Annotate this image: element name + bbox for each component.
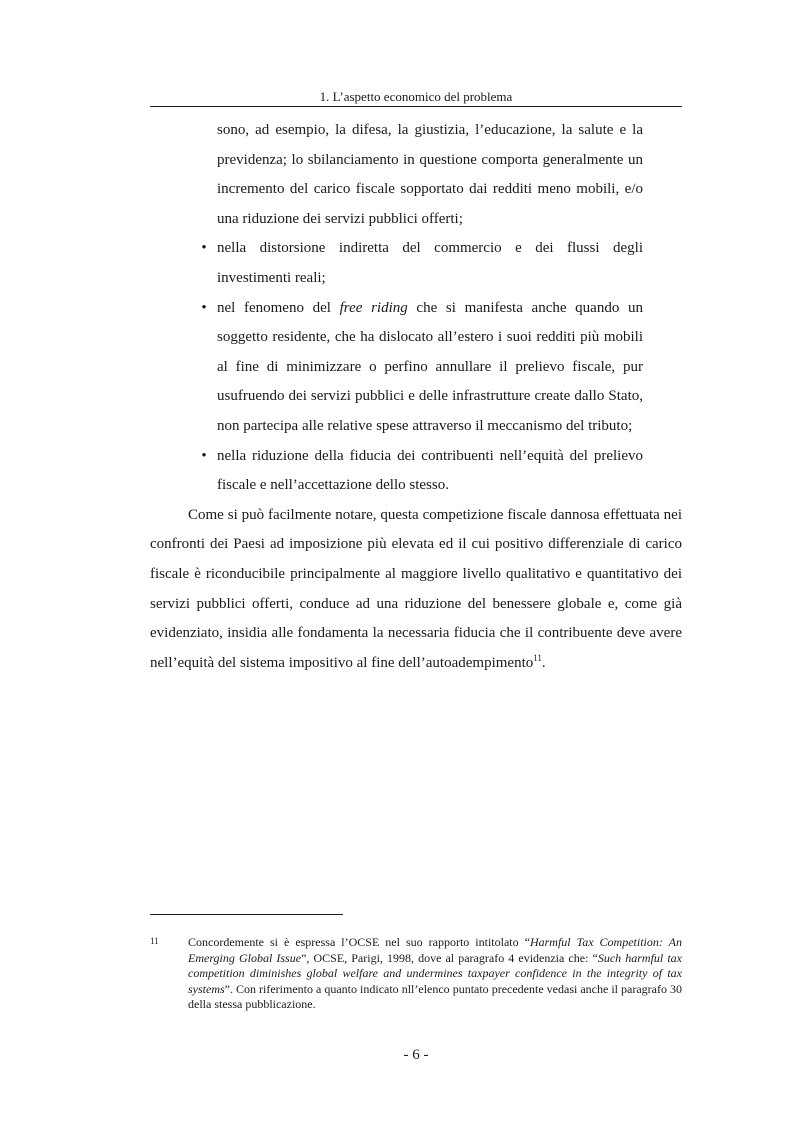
footnote-italic-quote: Such harmful tax competition diminishes global welfare and undermines taxpayer confidence in the integrity of tax systems	[188, 950, 682, 996]
body-text	[150, 116, 682, 678]
bullet-icon: •	[201, 240, 207, 257]
list-item	[201, 294, 644, 442]
list-item-text-before: nel fenomeno del	[217, 299, 340, 316]
header-rule	[150, 106, 682, 107]
list-item-continuation: sono, ad esempio, la difesa, la giustizia, l’educazione, la salute e la previdenza; lo sbilanciamento in questione comporta generalmente un incremento del carico fiscale sopportato dai redditi meno mobili, e/o una riduzione dei servizi pubblici offerti;	[217, 122, 643, 227]
footnote-text	[188, 935, 682, 1013]
list-item-text: nella riduzione della fiducia dei contribuenti nell’equità del prelievo fiscale e nell’accettazione dello stesso.	[217, 447, 643, 494]
body-paragraph	[150, 501, 682, 679]
list-item-text-after: che si manifesta anche quando un soggetto residente, che ha dislocato all’estero i suoi redditi più mobili al fine di minimizzare o perfino annullare il prelievo fiscale, pur usufruendo dei servizi pubblici e delle infrastrutture create dallo Stato, non partecipa alle relative spese attraverso il meccanismo del tributo;	[217, 299, 644, 434]
running-header: 1. L’aspetto economico del problema	[319, 89, 513, 104]
footnote-number: 11	[150, 936, 159, 946]
page-number: - 6 -	[403, 1047, 429, 1063]
list-item-text: nella distorsione indiretta del commercio e dei flussi degli investimenti reali;	[217, 240, 643, 286]
paragraph-text: Come si può facilmente notare, questa competizione fiscale dannosa effettuata nei confronti dei Paesi ad imposizione più elevata ed il cui positivo differenziale di carico fiscale è riconducibile principalmente al maggiore livello qualitativo e quantitativo dei servizi pubblici offerti, conduce ad una riduzione del benessere globale e, come già evidenziato, insidia alle fondamenta la necessaria fiducia che il contribuente deve avere nell’equità del sistema impositivo al fine dell’autoadempimento	[150, 506, 682, 671]
bullet-list	[150, 234, 682, 500]
footnote-part: Concordemente si è espressa l’OCSE nel suo rapporto intitolato “	[188, 935, 530, 949]
footnote-part: ”, OCSE, Parigi, 1998, dove al paragrafo 4 evidenzia che: “	[301, 950, 598, 965]
paragraph-end: .	[541, 654, 546, 671]
footnote	[150, 935, 682, 1013]
footnote-separator	[150, 914, 343, 915]
bullet-icon: •	[201, 447, 207, 464]
footnote-italic-title: Harmful Tax Competition: An Emerging Global Issue	[188, 935, 682, 965]
bullet-icon: •	[201, 299, 207, 316]
footnote-reference[interactable]: 11	[533, 652, 542, 663]
footnote-part: ”. Con riferimento a quanto indicato nll’elenco puntato precedente vedasi anche il paragrafo 30 della stessa pubblicazione.	[188, 981, 682, 1012]
list-item	[201, 442, 643, 501]
list-item-italic-term: free riding	[339, 299, 408, 316]
list-item	[201, 234, 643, 293]
